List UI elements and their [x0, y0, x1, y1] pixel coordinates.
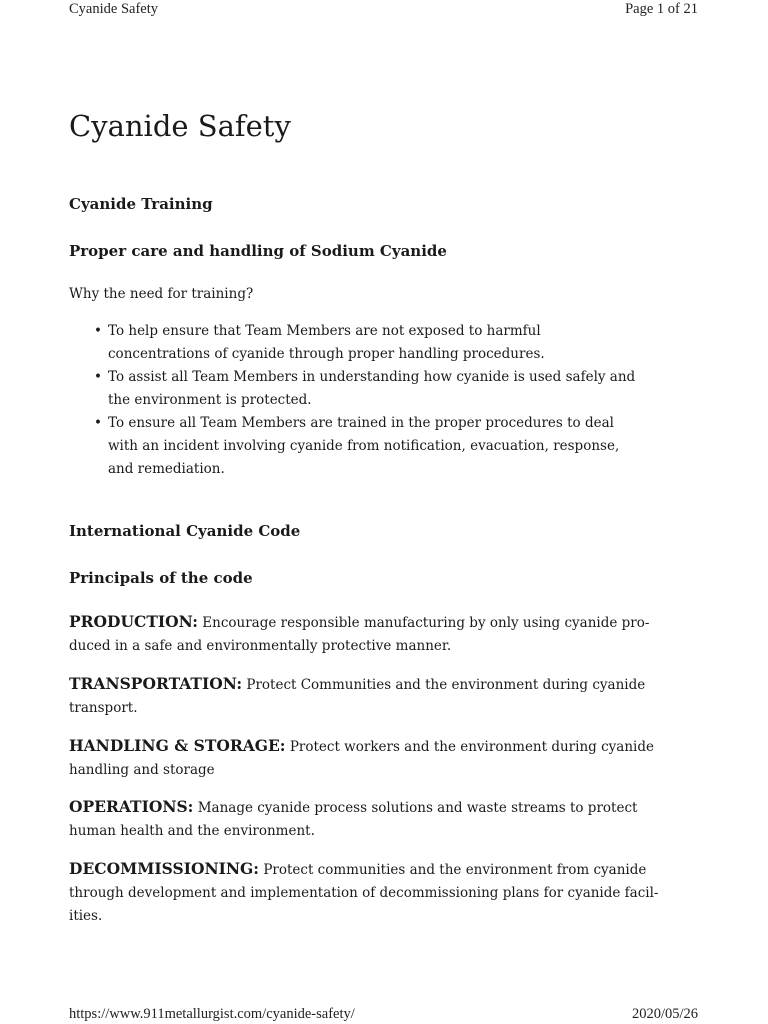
principle-text: transport. [69, 700, 138, 716]
list-item-text: the environment is protected. [108, 392, 312, 408]
training-reasons-list [69, 320, 635, 481]
principle-text: Encourage responsible manufacturing by only using cyanide pro- [202, 615, 650, 631]
list-item-text: concentrations of cyanide through proper handling procedures. [108, 346, 545, 362]
principle-decommissioning [69, 857, 658, 928]
list-item [69, 366, 635, 412]
principle-term: HANDLING & STORAGE: [69, 736, 286, 755]
page-title: Cyanide Safety [69, 109, 291, 143]
list-item-text: To assist all Team Members in understanding how cyanide is used safely and [108, 369, 636, 385]
source-url: https://www.911metallurgist.com/cyanide-safety/ [69, 1006, 355, 1022]
bullet-icon: • [94, 323, 102, 339]
heading-cyanide-training: Cyanide Training [69, 195, 213, 213]
principle-text: duced in a safe and environmentally protective manner. [69, 638, 452, 654]
heading-proper-care: Proper care and handling of Sodium Cyanide [69, 242, 447, 260]
principle-text: handling and storage [69, 762, 215, 778]
heading-international-code: International Cyanide Code [69, 522, 301, 540]
list-item-text: and remediation. [108, 461, 225, 477]
intro-question: Why the need for training? [69, 286, 254, 302]
principle-text: Protect workers and the environment during cyanide [289, 739, 654, 755]
bullet-icon: • [94, 415, 102, 431]
header-title: Cyanide Safety [69, 1, 158, 17]
principle-operations [69, 795, 637, 843]
principle-handling-storage [69, 734, 654, 782]
bullet-icon: • [94, 369, 102, 385]
page-number: Page 1 of 21 [625, 1, 698, 17]
principle-term: OPERATIONS: [69, 797, 194, 816]
list-item [69, 412, 635, 481]
list-item-text: To ensure all Team Members are trained in the proper procedures to deal [108, 415, 614, 431]
principle-text: Protect Communities and the environment during cyanide [246, 677, 646, 693]
principle-transportation [69, 672, 645, 720]
list-item [69, 320, 635, 366]
page-header [69, 0, 698, 18]
page-footer [69, 1005, 698, 1023]
principle-term: PRODUCTION: [69, 612, 198, 631]
list-item-text: To help ensure that Team Members are not exposed to harmful [108, 323, 541, 339]
principle-term: DECOMMISSIONING: [69, 859, 260, 878]
list-item-text: with an incident involving cyanide from notification, evacuation, response, [108, 438, 620, 454]
principle-text: Manage cyanide process solutions and waste streams to protect [197, 800, 638, 816]
principle-text: Protect communities and the environment from cyanide [263, 862, 647, 878]
heading-principals: Principals of the code [69, 569, 253, 587]
principle-term: TRANSPORTATION: [69, 674, 243, 693]
print-date: 2020/05/26 [631, 1006, 698, 1022]
principle-text: ities. [69, 908, 103, 924]
principle-text: human health and the environment. [69, 823, 315, 839]
principle-production [69, 610, 649, 658]
principle-text: through development and implementation of decommissioning plans for cyanide facil- [69, 885, 659, 901]
